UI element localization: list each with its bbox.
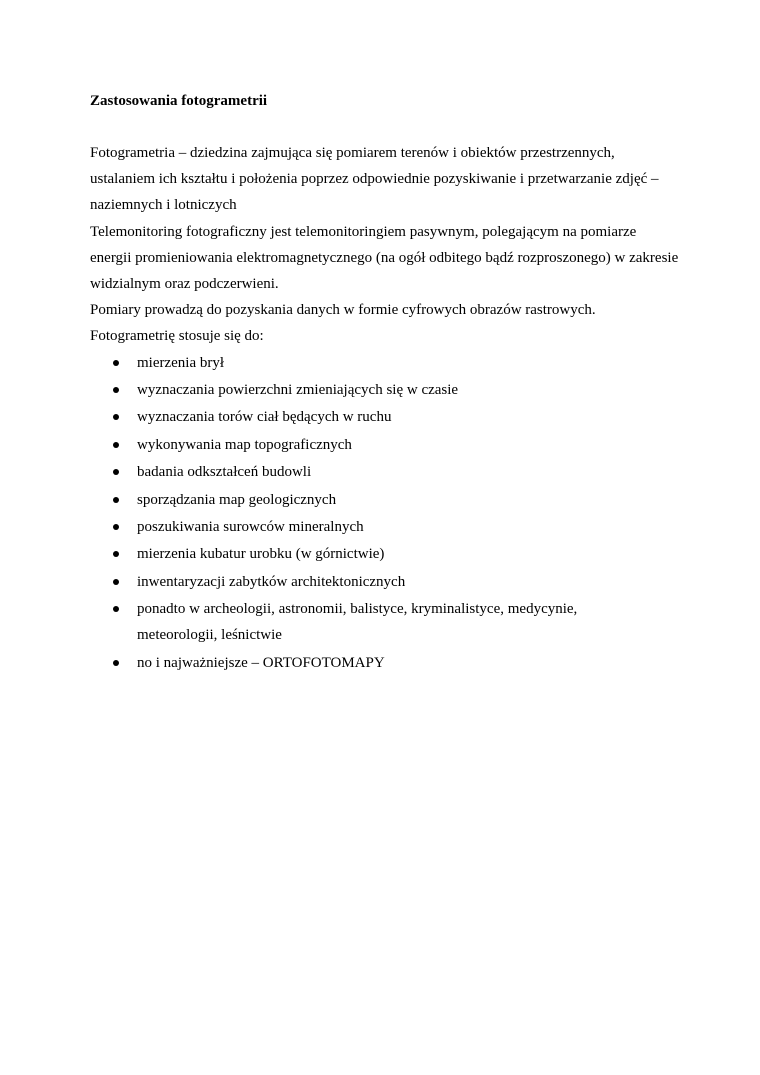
paragraph-definition: Fotogrametria – dziedzina zajmująca się pomiarem terenów i obiektów przestrzennych, ustalaniem ich kształtu i położenia poprzez odpowiednie pozyskiwanie i przetwarzanie zdjęć – naziemnych i lotniczych [90, 145, 659, 214]
list-item-text: no i najważniejsze – ORTOFOTOMAPY [137, 654, 385, 671]
list-item [90, 514, 680, 540]
list-item [90, 377, 680, 403]
list-item-text: ponadto w archeologii, astronomii, balistyce, kryminalistyce, medycynie, meteorologii, leśnictwie [137, 601, 578, 644]
document-title: Zastosowania fotogrametrii [90, 93, 268, 109]
paragraph-telemonitoring: Telemonitoring fotograficzny jest telemonitoringiem pasywnym, polegającym na pomiarze energii promieniowania elektromagnetycznego (na ogół odbitego bądź rozproszonego) w zakresie widzialnym oraz podczerwieni. [90, 223, 679, 293]
bullet-icon [113, 469, 119, 475]
bullet-icon [113, 414, 119, 420]
list-item [90, 459, 680, 485]
list-item-text: sporządzania map geologicznych [137, 491, 337, 508]
applications-list [90, 350, 680, 676]
list-item-text: wykonywania map topograficznych [137, 436, 352, 453]
list-item-text: mierzenia kubatur urobku (w górnictwie) [137, 546, 385, 563]
list-item [90, 432, 680, 458]
bullet-icon [113, 551, 119, 557]
list-item [90, 404, 680, 430]
list-item [90, 650, 680, 676]
bullet-icon [113, 606, 119, 612]
bullet-icon [113, 497, 119, 503]
blank-line [90, 114, 680, 140]
list-item [90, 350, 680, 376]
list-item [90, 541, 680, 567]
list-item-text: mierzenia brył [137, 354, 225, 371]
paragraph-list-intro: Fotogrametrię stosuje się do: [90, 328, 264, 345]
bullet-icon [113, 442, 119, 448]
bullet-icon [113, 524, 119, 530]
list-item [90, 487, 680, 513]
document-body [90, 88, 680, 677]
bullet-icon [113, 660, 119, 666]
list-item [90, 569, 680, 595]
list-item-text: inwentaryzacji zabytków architektonicznych [137, 573, 406, 590]
list-item-text: wyznaczania powierzchni zmieniających się w czasie [137, 382, 459, 399]
bullet-icon [113, 579, 119, 585]
list-item-text: poszukiwania surowców mineralnych [137, 518, 364, 535]
paragraph-measurements: Pomiary prowadzą do pozyskania danych w formie cyfrowych obrazów rastrowych. [90, 302, 596, 319]
bullet-icon [113, 387, 119, 393]
bullet-icon [113, 360, 119, 366]
list-item-text: wyznaczania torów ciał będących w ruchu [137, 409, 392, 426]
list-item-text: badania odkształceń budowli [137, 464, 312, 481]
list-item [90, 596, 680, 648]
